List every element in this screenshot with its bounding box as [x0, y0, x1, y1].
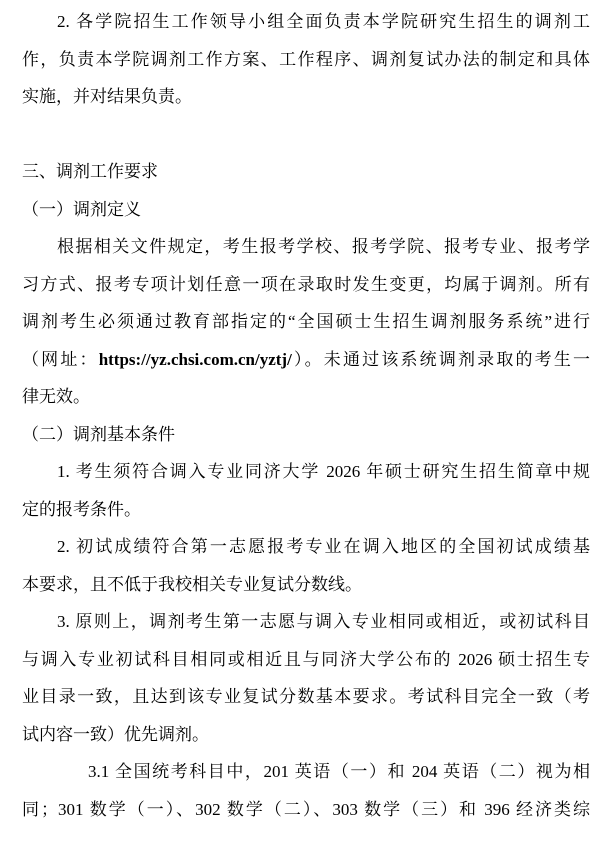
url-line: [22, 341, 590, 379]
text-line: 实施，并对结果负责。: [22, 87, 192, 106]
definition-paragraph: [22, 228, 590, 416]
text-line: 定的报考条件。: [22, 499, 141, 519]
text-line: 3.1 全国统考科目中，201 英语（一）和 204 英语（二）视为相: [88, 762, 590, 781]
section-heading: 三、调剂工作要求: [22, 162, 158, 181]
condition-item-2: [22, 528, 590, 603]
text-line: 试内容一致）优先调剂。: [22, 724, 209, 744]
text-line: 律无效。: [22, 387, 90, 406]
url-suffix: ）。未通过该系统调剂录取的考生一: [291, 349, 590, 369]
text-line: 同；301 数学（一）、302 数学（二）、303 数学（三）和 396 经济类综: [22, 799, 590, 819]
text-line: 习方式、报考专项计划任意一项在录取时发生变更，均属于调剂。所有: [22, 274, 590, 294]
condition-subitem-3-1: [22, 753, 590, 828]
text-line: 2. 初试成绩符合第一志愿报考专业在调入地区的全国初试成绩基: [57, 537, 590, 556]
blank-line: [22, 116, 590, 154]
condition-item-3: [22, 603, 590, 753]
text-line: 本要求，且不低于我校相关专业复试分数线。: [22, 574, 362, 594]
url-prefix: （网址：: [22, 349, 99, 369]
text-line: 作，负责本学院调剂工作方案、工作程序、调剂复试办法的制定和具体: [22, 49, 590, 69]
url-text: https://yz.chsi.com.cn/yztj/: [98, 349, 292, 369]
text-line: 3. 原则上，调剂考生第一志愿与调入专业相同或相近，或初试科目: [57, 612, 590, 631]
text-line: 调剂考生必须通过教育部指定的“全国硕士生招生调剂服务系统”进行: [22, 312, 590, 331]
text-line: 与调入专业初试科目相同或相近且与同济大学公布的 2026 硕士招生专: [22, 649, 590, 669]
text-line: 根据相关文件规定，考生报考学校、报考学院、报考专业、报考学: [57, 237, 590, 256]
condition-item-1: [22, 453, 590, 528]
subsection-heading-basic-conditions: （二）调剂基本条件: [22, 424, 175, 444]
college-responsibility-item: [22, 3, 590, 116]
text-line: 2. 各学院招生工作领导小组全面负责本学院研究生招生的调剂工: [57, 12, 590, 31]
text-line: 1. 考生须符合调入专业同济大学 2026 年硕士研究生招生简章中规: [57, 462, 590, 481]
subsection-heading-definition: （一）调剂定义: [22, 199, 141, 219]
text-line: 业目录一致，且达到该专业复试分数基本要求。考试科目完全一致（考: [22, 687, 590, 706]
